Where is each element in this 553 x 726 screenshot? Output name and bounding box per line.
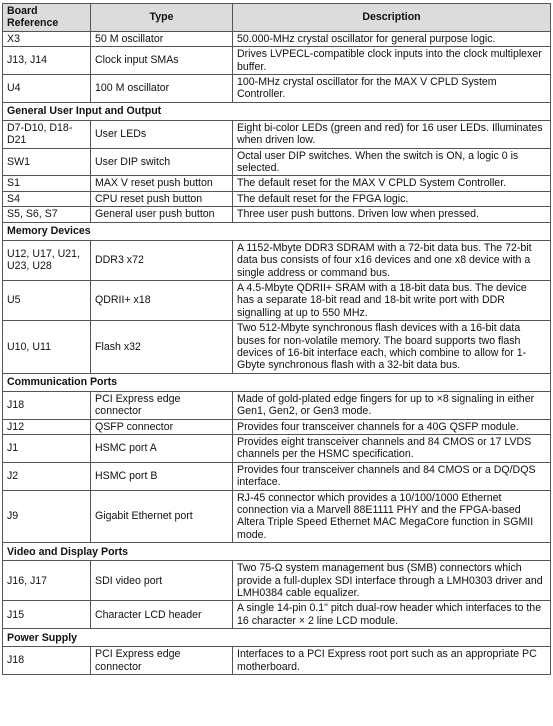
- board-reference-cell: S1: [3, 176, 91, 191]
- table-row: [3, 391, 551, 419]
- section-title-communication-ports: Communication Ports: [3, 373, 551, 391]
- type-cell: HSMC port A: [91, 434, 233, 462]
- section-row: [3, 102, 551, 120]
- description-cell: The default reset for the MAX V CPLD System Controller.: [233, 176, 551, 191]
- section-row: [3, 373, 551, 391]
- board-reference-cell: D7-D10, D18-D21: [3, 120, 91, 148]
- board-reference-cell: J2: [3, 462, 91, 490]
- type-cell: Flash x32: [91, 321, 233, 374]
- section-row: [3, 222, 551, 240]
- type-cell: Gigabit Ethernet port: [91, 490, 233, 543]
- description-cell: Provides four transceiver channels for a 40G QSFP module.: [233, 419, 551, 434]
- description-cell: Interfaces to a PCI Express root port such as an appropriate PC motherboard.: [233, 647, 551, 675]
- board-components-table: [2, 3, 551, 675]
- table-row: [3, 321, 551, 374]
- header-type: Type: [91, 4, 233, 32]
- description-cell: Provides eight transceiver channels and 84 CMOS or 17 LVDS channels per the HSMC specification.: [233, 434, 551, 462]
- board-reference-cell: SW1: [3, 148, 91, 176]
- section-title-memory-devices: Memory Devices: [3, 222, 551, 240]
- type-cell: PCI Express edge connector: [91, 391, 233, 419]
- description-cell: Eight bi-color LEDs (green and red) for 16 user LEDs. Illuminates when driven low.: [233, 120, 551, 148]
- description-cell: 100-MHz crystal oscillator for the MAX V CPLD System Controller.: [233, 75, 551, 103]
- description-cell: A 4.5-Mbyte QDRII+ SRAM with a 18-bit data bus. The device has a separate 18-bit read and 18-bit write port with DDR signalling at up to 550 MHz.: [233, 280, 551, 320]
- description-cell: Made of gold-plated edge fingers for up to ×8 signaling in either Gen1, Gen2, or Gen3 mode.: [233, 391, 551, 419]
- table-row: [3, 47, 551, 75]
- type-cell: General user push button: [91, 207, 233, 222]
- type-cell: SDI video port: [91, 561, 233, 601]
- type-cell: 50 M oscillator: [91, 31, 233, 46]
- table-row: [3, 148, 551, 176]
- type-cell: QDRII+ x18: [91, 280, 233, 320]
- description-cell: 50.000-MHz crystal oscillator for general purpose logic.: [233, 31, 551, 46]
- board-reference-cell: J12: [3, 419, 91, 434]
- type-cell: HSMC port B: [91, 462, 233, 490]
- section-title-video-and-display-ports: Video and Display Ports: [3, 543, 551, 561]
- type-cell: PCI Express edge connector: [91, 647, 233, 675]
- description-cell: Drives LVPECL-compatible clock inputs into the clock multiplexer buffer.: [233, 47, 551, 75]
- section-row: [3, 629, 551, 647]
- section-row: [3, 543, 551, 561]
- board-reference-cell: S4: [3, 191, 91, 206]
- type-cell: MAX V reset push button: [91, 176, 233, 191]
- board-reference-cell: U12, U17, U21, U23, U28: [3, 240, 91, 280]
- description-cell: Two 512-Mbyte synchronous flash devices with a 16-bit data buses for non-volatile memory. The board supports two flash devices of 16-bit interface each, which combine to allow for 1-Gbyte synchronous flash with a 32-bit data bus.: [233, 321, 551, 374]
- header-board-reference: Board Reference: [3, 4, 91, 32]
- board-reference-cell: J18: [3, 391, 91, 419]
- section-title-power-supply: Power Supply: [3, 629, 551, 647]
- table-row: [3, 647, 551, 675]
- type-cell: QSFP connector: [91, 419, 233, 434]
- board-reference-cell: J16, J17: [3, 561, 91, 601]
- table-row: [3, 207, 551, 222]
- table-row: [3, 561, 551, 601]
- description-cell: A 1152-Mbyte DDR3 SDRAM with a 72-bit data bus. The 72-bit data bus consists of four x16 devices and one x8 device with a single address or command bus.: [233, 240, 551, 280]
- table-row: [3, 240, 551, 280]
- table-body: [3, 31, 551, 674]
- table-row: [3, 419, 551, 434]
- description-cell: The default reset for the FPGA logic.: [233, 191, 551, 206]
- table-row: [3, 120, 551, 148]
- table-row: [3, 75, 551, 103]
- board-reference-cell: J15: [3, 601, 91, 629]
- board-reference-cell: J18: [3, 647, 91, 675]
- type-cell: DDR3 x72: [91, 240, 233, 280]
- board-reference-cell: U4: [3, 75, 91, 103]
- board-reference-cell: U10, U11: [3, 321, 91, 374]
- table-row: [3, 462, 551, 490]
- type-cell: 100 M oscillator: [91, 75, 233, 103]
- table-row: [3, 490, 551, 543]
- description-cell: A single 14-pin 0.1" pitch dual-row header which interfaces to the 16 character × 2 line LCD module.: [233, 601, 551, 629]
- type-cell: Clock input SMAs: [91, 47, 233, 75]
- type-cell: User DIP switch: [91, 148, 233, 176]
- table-row: [3, 31, 551, 46]
- table-row: [3, 191, 551, 206]
- description-cell: Three user push buttons. Driven low when pressed.: [233, 207, 551, 222]
- table-row: [3, 176, 551, 191]
- type-cell: User LEDs: [91, 120, 233, 148]
- table-header-row: [3, 4, 551, 32]
- board-reference-cell: U5: [3, 280, 91, 320]
- section-title-general-user-input-output: General User Input and Output: [3, 102, 551, 120]
- board-reference-cell: J13, J14: [3, 47, 91, 75]
- board-reference-cell: S5, S6, S7: [3, 207, 91, 222]
- header-description: Description: [233, 4, 551, 32]
- board-reference-cell: X3: [3, 31, 91, 46]
- table-row: [3, 280, 551, 320]
- description-cell: Octal user DIP switches. When the switch is ON, a logic 0 is selected.: [233, 148, 551, 176]
- type-cell: CPU reset push button: [91, 191, 233, 206]
- board-reference-cell: J1: [3, 434, 91, 462]
- type-cell: Character LCD header: [91, 601, 233, 629]
- board-reference-cell: J9: [3, 490, 91, 543]
- table-row: [3, 601, 551, 629]
- description-cell: Provides four transceiver channels and 84 CMOS or a DQ/DQS interface.: [233, 462, 551, 490]
- table-row: [3, 434, 551, 462]
- description-cell: Two 75-Ω system management bus (SMB) connectors which provide a full-duplex SDI interface through a LMH0303 driver and LMH0384 cable equalizer.: [233, 561, 551, 601]
- description-cell: RJ-45 connector which provides a 10/100/1000 Ethernet connection via a Marvell 88E1111 PHY and the FPGA-based Altera Triple Speed Ethernet MAC MegaCore function in SGMII mode.: [233, 490, 551, 543]
